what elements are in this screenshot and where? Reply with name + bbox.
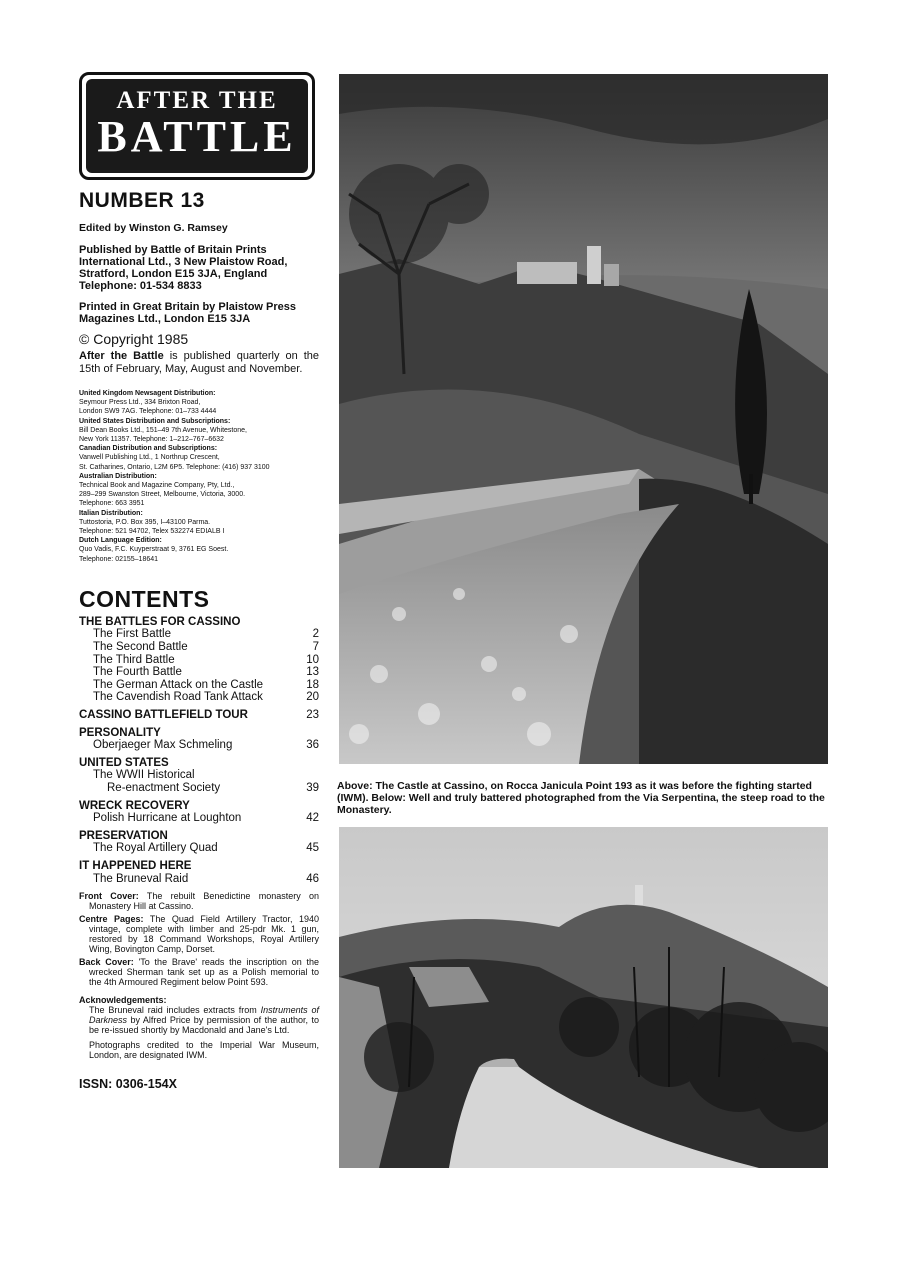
printer-info: Printed in Great Britain by Plaistow Press Magazines Ltd., London E15 3JA xyxy=(79,301,297,325)
toc-entry[interactable]: The WWII Historical xyxy=(93,769,195,782)
toc-section-title: WRECK RECOVERY xyxy=(79,799,190,812)
dist-heading: Dutch Language Edition: xyxy=(79,537,162,545)
toc-section-title: THE BATTLES FOR CASSINO xyxy=(79,615,241,628)
via-serpentina-photo xyxy=(339,827,828,1168)
logo-line-1: AFTER THE xyxy=(116,87,278,114)
dist-heading: Australian Distribution: xyxy=(79,472,157,480)
toc-section-title: PERSONALITY xyxy=(79,726,161,739)
photo-credit-note: Photographs credited to the Imperial War Museum, London, are designated IWM. xyxy=(89,1040,319,1061)
logo-line-2: BATTLE xyxy=(97,112,297,161)
toc-entry[interactable]: The Fourth Battle 13 xyxy=(93,666,319,679)
dist-text: Seymour Press Ltd., 334 Brixton Road, London SW9 7AG. Telephone: 01–733 4444 xyxy=(79,399,217,416)
contents-title: CONTENTS xyxy=(79,585,210,612)
table-of-contents xyxy=(79,616,319,885)
toc-entry[interactable]: The Cavendish Road Tank Attack 20 xyxy=(93,691,319,704)
back-cover-note: Back Cover: 'To the Brave' reads the inscription on the wrecked Sherman tank set up as a Polish memorial to the 4th Armoured Regiment below Point 593. xyxy=(79,957,319,988)
left-column xyxy=(79,72,319,1091)
acknowledgements-heading: Acknowledgements: xyxy=(79,995,167,1006)
toc-entry[interactable]: The First Battle 2 xyxy=(93,628,319,641)
toc-entry[interactable]: The Bruneval Raid 46 xyxy=(93,872,319,885)
dist-heading: United States Distribution and Subscriptions: xyxy=(79,417,231,425)
toc-entry[interactable]: Re-enactment Society 39 xyxy=(107,781,319,794)
cover-notes xyxy=(79,891,319,987)
toc-entry[interactable]: The Second Battle 7 xyxy=(93,641,319,654)
publisher-info: Published by Battle of Britain Prints International Ltd., 3 New Plaistow Road, Stratford, London E15 3JA, England Telephone: 01-534 8833 xyxy=(79,244,288,292)
photo-caption: Above: The Castle at Cassino, on Rocca Janicula Point 193 as it was before the fighting started (IWM). Below: Well and truly battered photographed from the Via Serpentina, the steep road to the Monastery. xyxy=(337,780,825,816)
dist-text: Tuttostoria, P.O. Box 395, I–43100 Parma. Telephone: 521 94702, Telex 532274 EDIALB I xyxy=(79,518,225,536)
dist-text: Bill Dean Books Ltd., 151–49 7th Avenue, Whitestone, New York 11357. Telephone: 1–212–767–6632 xyxy=(79,426,247,444)
publication-frequency: After the Battle is published quarterly on the 15th of February, May, August and November. xyxy=(79,350,319,375)
toc-entry[interactable]: CASSINO BATTLEFIELD TOUR 23 xyxy=(79,709,319,722)
copyright: © Copyright 1985 xyxy=(79,331,189,347)
acknowledgements-text: The Bruneval raid includes extracts from Instruments of Darkness by Alfred Price by permission of the author, to be re-issued shortly by Macdonald and Jane's Ltd. xyxy=(89,1005,319,1036)
centre-pages-note: Centre Pages: The Quad Field Artillery Tractor, 1940 vintage, complete with limber and 25-pdr Mk. 1 gun, restored by 18 Command Workshops, Royal Artillery Wing, Bovington Camp, Dorset. xyxy=(79,914,319,955)
editor-line: Edited by Winston G. Ramsey xyxy=(79,222,228,234)
toc-entry[interactable]: The Third Battle 10 xyxy=(93,653,319,666)
dist-text: Technical Book and Magazine Company, Pty, Ltd., 289–299 Swanston Street, Melbourne, Victoria, 3000. Telephone: 663 3951 xyxy=(79,482,246,508)
toc-entry[interactable]: The German Attack on the Castle 18 xyxy=(93,678,319,691)
magazine-logo xyxy=(79,72,315,180)
dist-heading: Canadian Distribution and Subscriptions: xyxy=(79,445,218,453)
dist-text: Quo Vadis, F.C. Kuyperstraat 9, 3761 EG Soest. Telephone: 02155–18641 xyxy=(79,546,229,563)
toc-entry[interactable]: Oberjaeger Max Schmeling 36 xyxy=(93,739,319,752)
toc-section-title: PRESERVATION xyxy=(79,829,168,842)
dist-text: Vanwell Publishing Ltd., 1 Northrup Crescent, St. Catharines, Ontario, L2M 6P5. Telephone: (416) 937 3100 xyxy=(79,454,270,471)
dist-heading: Italian Distribution: xyxy=(79,509,143,517)
castle-photo xyxy=(339,74,828,764)
toc-section-title: IT HAPPENED HERE xyxy=(79,859,192,872)
toc-entry[interactable]: The Royal Artillery Quad 45 xyxy=(93,842,319,855)
toc-entry[interactable]: Polish Hurricane at Loughton 42 xyxy=(93,812,319,825)
front-cover-note: Front Cover: The rebuilt Benedictine monastery on Monastery Hill at Cassino. xyxy=(79,891,319,912)
distribution-list xyxy=(79,389,319,564)
issn: ISSN: 0306-154X xyxy=(79,1077,177,1092)
toc-section-title: UNITED STATES xyxy=(79,756,169,769)
issue-number: NUMBER 13 xyxy=(79,189,205,212)
dist-heading: United Kingdom Newsagent Distribution: xyxy=(79,390,216,397)
